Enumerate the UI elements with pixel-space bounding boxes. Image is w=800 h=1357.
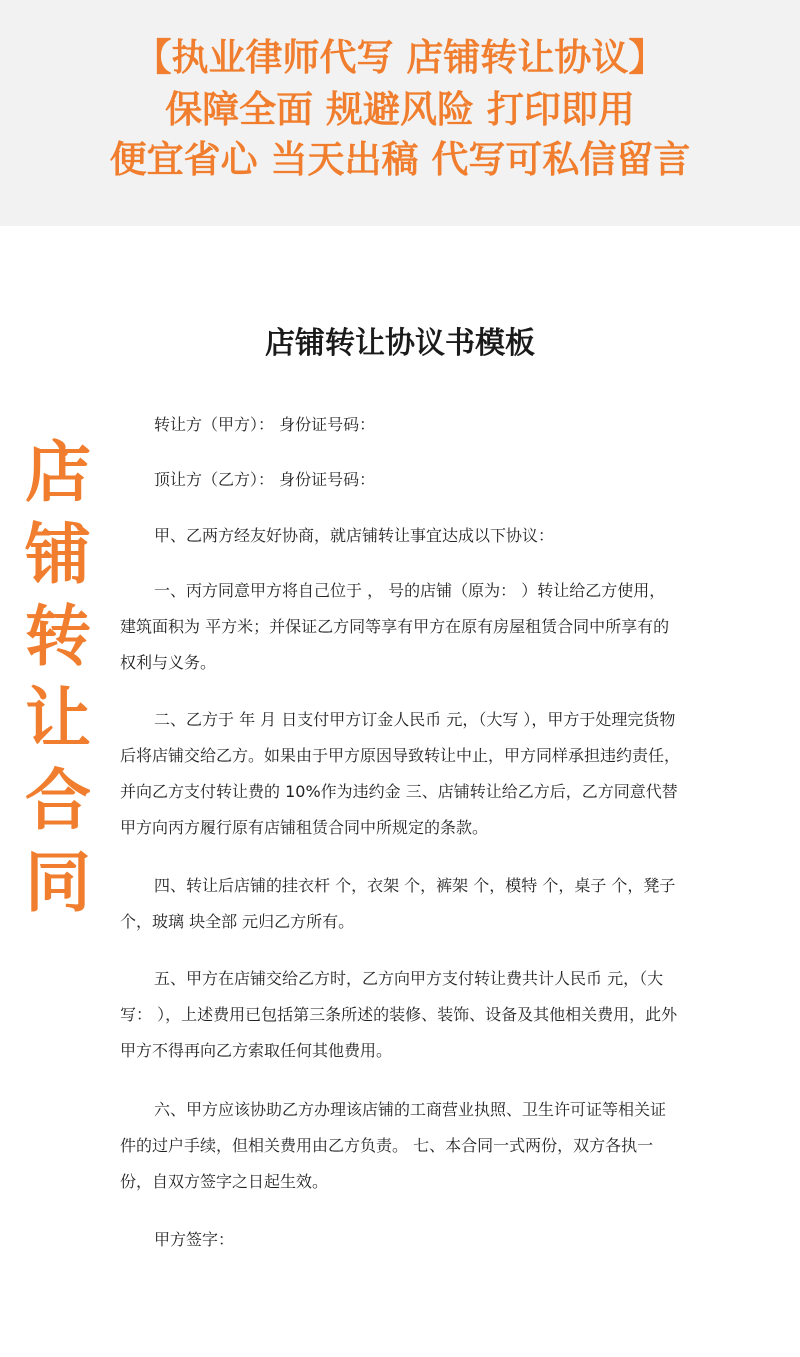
clause-2-3: 二、乙方于 年 月 日支付甲方订金人民币 元，（大写 ），甲方于处理完货物后将店铺交给乙方。如果由于甲方原因导致转让中止，甲方同样承担违约责任，并向乙方支付转让费的 10%作为违约金 三、店铺转让给乙方后，乙方同意代替甲方向丙方履行原有店铺租赁合同中所规定的条款。 [120, 710, 681, 837]
promo-banner [0, 0, 800, 226]
side-title-char: 同 [25, 844, 91, 921]
banner-line-1: 【执业律师代写 店铺转让协议】 [134, 36, 666, 79]
side-title-char: 转 [25, 598, 91, 675]
banner-line-3: 便宜省心 当天出稿 代写可私信留言 [109, 138, 691, 181]
party-a-signature-line: 甲方签字： [154, 1230, 235, 1249]
clause-4: 四、转让后店铺的挂衣杆 个，衣架 个，裤架 个，模特 个，桌子 个，凳子 个，玻璃 块全部 元归乙方所有。 [120, 876, 676, 931]
transferee-line: 顶让方（乙方）： 身份证号码： [154, 470, 376, 489]
agreement-intro: 甲、乙两方经友好协商，就店铺转让事宜达成以下协议： [154, 526, 555, 545]
clause-5: 五、甲方在店铺交给乙方时，乙方向甲方支付转让费共计人民币 元，（大写： ），上述费用已包括第三条所述的装修、装饰、设备及其他相关费用，此外甲方不得再向乙方索取任何其他费用。 [120, 969, 678, 1060]
transferor-line: 转让方（甲方）： 身份证号码： [154, 415, 376, 434]
side-title-char: 店 [25, 434, 91, 511]
vertical-side-title [18, 432, 98, 924]
side-title-char: 铺 [25, 516, 91, 593]
side-title-char: 让 [25, 680, 91, 757]
side-title-char: 合 [25, 762, 91, 839]
clause-1: 一、丙方同意甲方将自己位于 ， 号的店铺（原为： ）转让给乙方使用，建筑面积为 平方米；并保证乙方同等享有甲方在原有房屋租赁合同中所享有的权利与义务。 [120, 581, 670, 672]
banner-line-2: 保障全面 规避风险 打印即用 [165, 88, 635, 131]
clause-6-7: 六、甲方应该协助乙方办理该店铺的工商营业执照、卫生许可证等相关证件的过户手续，但相关费用由乙方负责。 七、本合同一式两份，双方各执一份，自双方签字之日起生效。 [120, 1100, 667, 1191]
document-title: 店铺转让协议书模板 [265, 326, 535, 361]
